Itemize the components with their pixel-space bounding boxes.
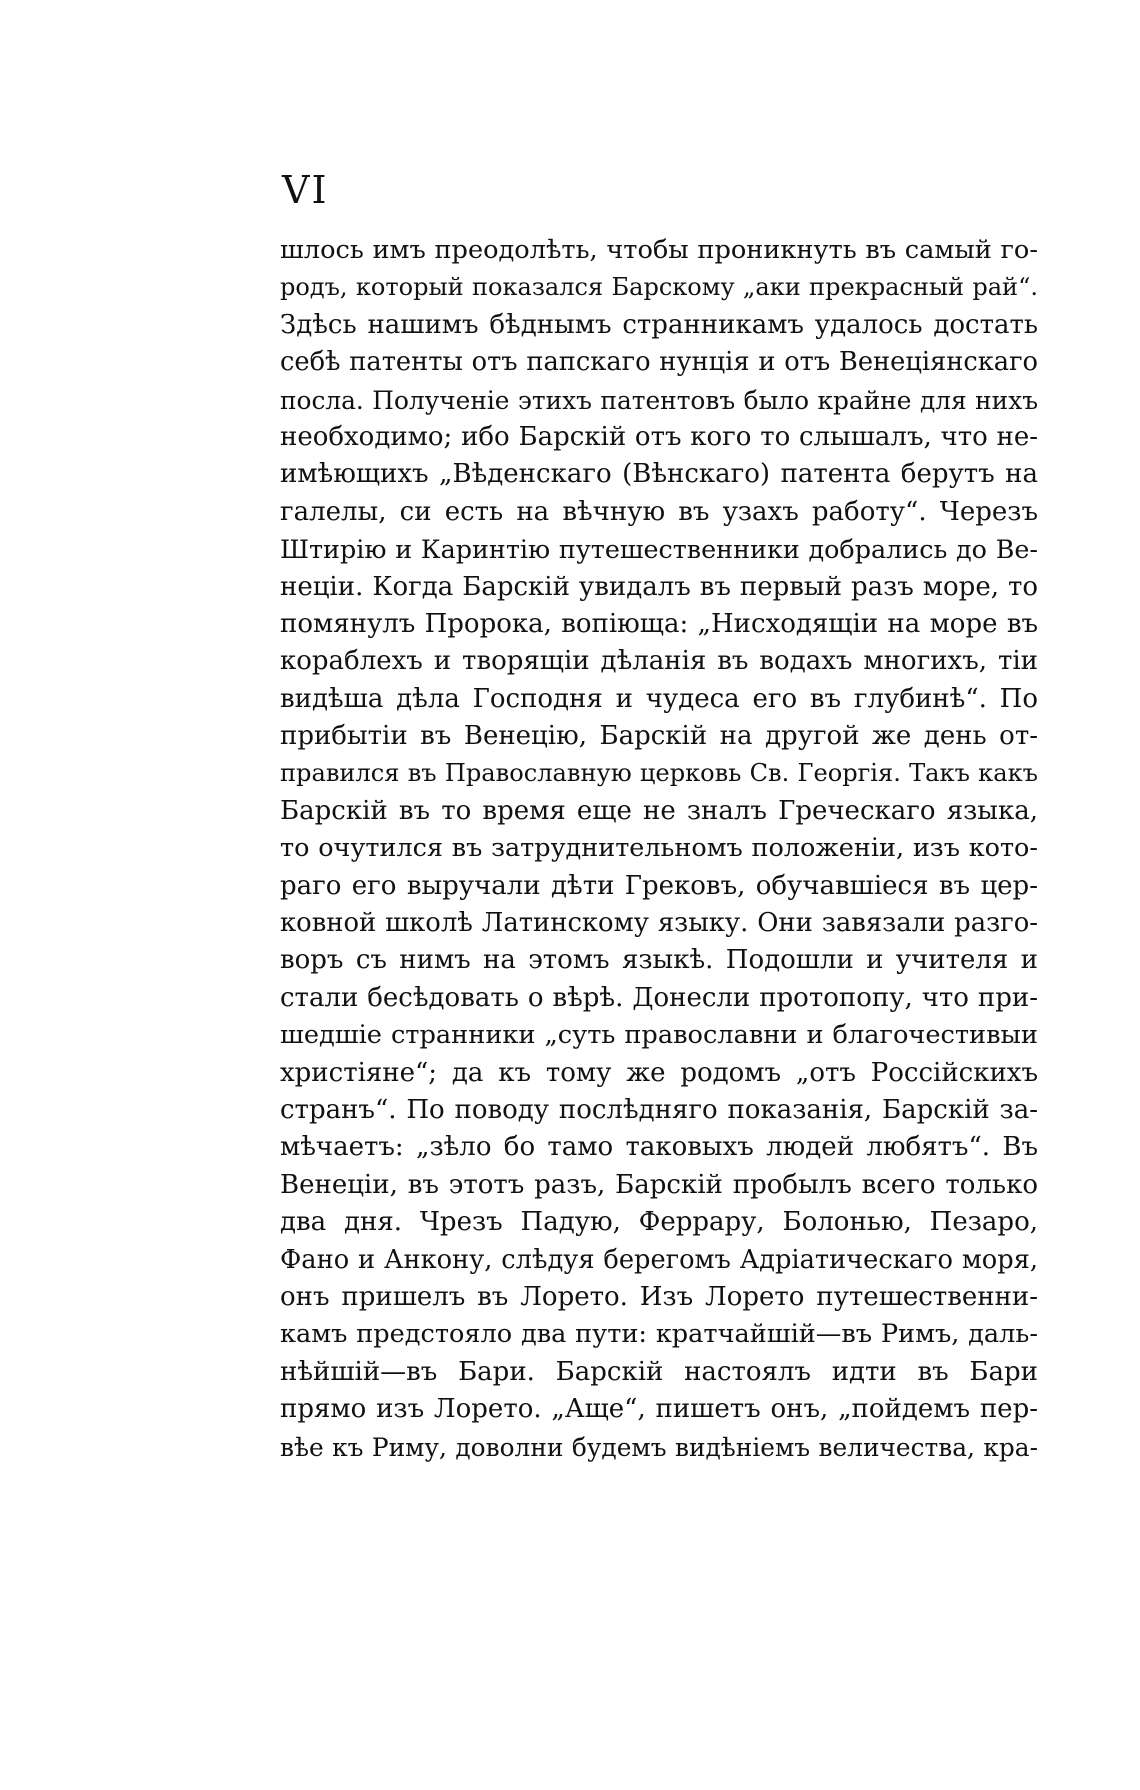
text-line: правился въ Православную церковь Св. Георгія. Такъ какъ (280, 759, 1038, 788)
text-line: Венеціи, въ этотъ разъ, Барскій пробылъ всего только (280, 1169, 1038, 1200)
text-line: странъ“. По поводу послѣдняго показанія, Барскій за- (280, 1094, 1038, 1125)
page-number: VI (282, 168, 329, 212)
text-line: Барскій въ то время еще не зналъ Греческаго языка, (280, 795, 1038, 826)
text-line: кораблехъ и творящіи дѣланія въ водахъ многихъ, тіи (280, 646, 1038, 677)
text-line: нѣйшій—въ Бари. Барскій настоялъ идти въ Бари (280, 1356, 1038, 1387)
text-line: родъ, который показался Барскому „аки прекрасный рай“. (280, 273, 1038, 302)
body-text (280, 232, 1038, 1466)
text-line: прямо изъ Лорето. „Аще“, пишетъ онъ, „пойдемъ пер- (280, 1394, 1038, 1425)
text-line: два дня. Чрезъ Падую, Феррару, Болонью, Пезаро, (280, 1207, 1038, 1238)
text-line: онъ пришелъ въ Лорето. Изъ Лорето путешественни- (280, 1281, 1038, 1312)
text-line: галелы, си есть на вѣчную въ узахъ работу“. Черезъ (280, 496, 1038, 527)
text-line: камъ предстояло два пути: кратчайшій—въ Римъ, даль- (280, 1319, 1038, 1350)
text-line: имѣющихъ „Вѣденскаго (Вѣнскаго) патента берутъ на (280, 459, 1038, 490)
text-line: Здѣсь нашимъ бѣднымъ странникамъ удалось достать (280, 309, 1038, 340)
text-line: раго его выручали дѣти Грековъ, обучавшіеся въ цер- (280, 870, 1038, 901)
text-line: стали бесѣдовать о вѣрѣ. Донесли протопопу, что при- (280, 982, 1038, 1013)
text-line: посла. Полученіе этихъ патентовъ было крайне для нихъ (280, 385, 1038, 415)
text-line: мѣчаетъ: „зѣло бо тамо таковыхъ людей любятъ“. Въ (280, 1132, 1038, 1163)
text-line: вѣе къ Риму, доволни будемъ видѣніемъ величества, кра- (280, 1432, 1038, 1462)
text-line: шедшіе странники „суть православни и благочестивыи (280, 1020, 1038, 1051)
text-line: ковной школѣ Латинскому языку. Они завязали разго- (280, 908, 1038, 939)
text-line: прибытіи въ Венецію, Барскій на другой же день от- (280, 721, 1038, 752)
text-line: необходимо; ибо Барскій отъ кого то слышалъ, что не- (280, 421, 1038, 452)
text-line: христіяне“; да къ тому же родомъ „отъ Россійскихъ (280, 1057, 1038, 1088)
text-line: себѣ патенты отъ папскаго нунція и отъ Венеціянскаго (280, 347, 1038, 378)
text-line: неціи. Когда Барскій увидалъ въ первый разъ море, то (280, 571, 1038, 602)
text-line: помянулъ Пророка, вопіюща: „Нисходящіи на море въ (280, 608, 1038, 639)
text-line: видѣша дѣла Господня и чудеса его въ глубинѣ“. По (280, 683, 1038, 714)
text-line: Фано и Анкону, слѣдуя берегомъ Адріатическаго моря, (280, 1244, 1038, 1275)
text-line: воръ съ нимъ на этомъ языкѣ. Подошли и учителя и (280, 945, 1038, 976)
text-line: то очутился въ затруднительномъ положеніи, изъ кото- (280, 833, 1038, 864)
text-line: шлось имъ преодолѣть, чтобы проникнуть въ самый го- (280, 235, 1038, 265)
text-line: Штирію и Каринтію путешественники добрались до Ве- (280, 534, 1038, 565)
